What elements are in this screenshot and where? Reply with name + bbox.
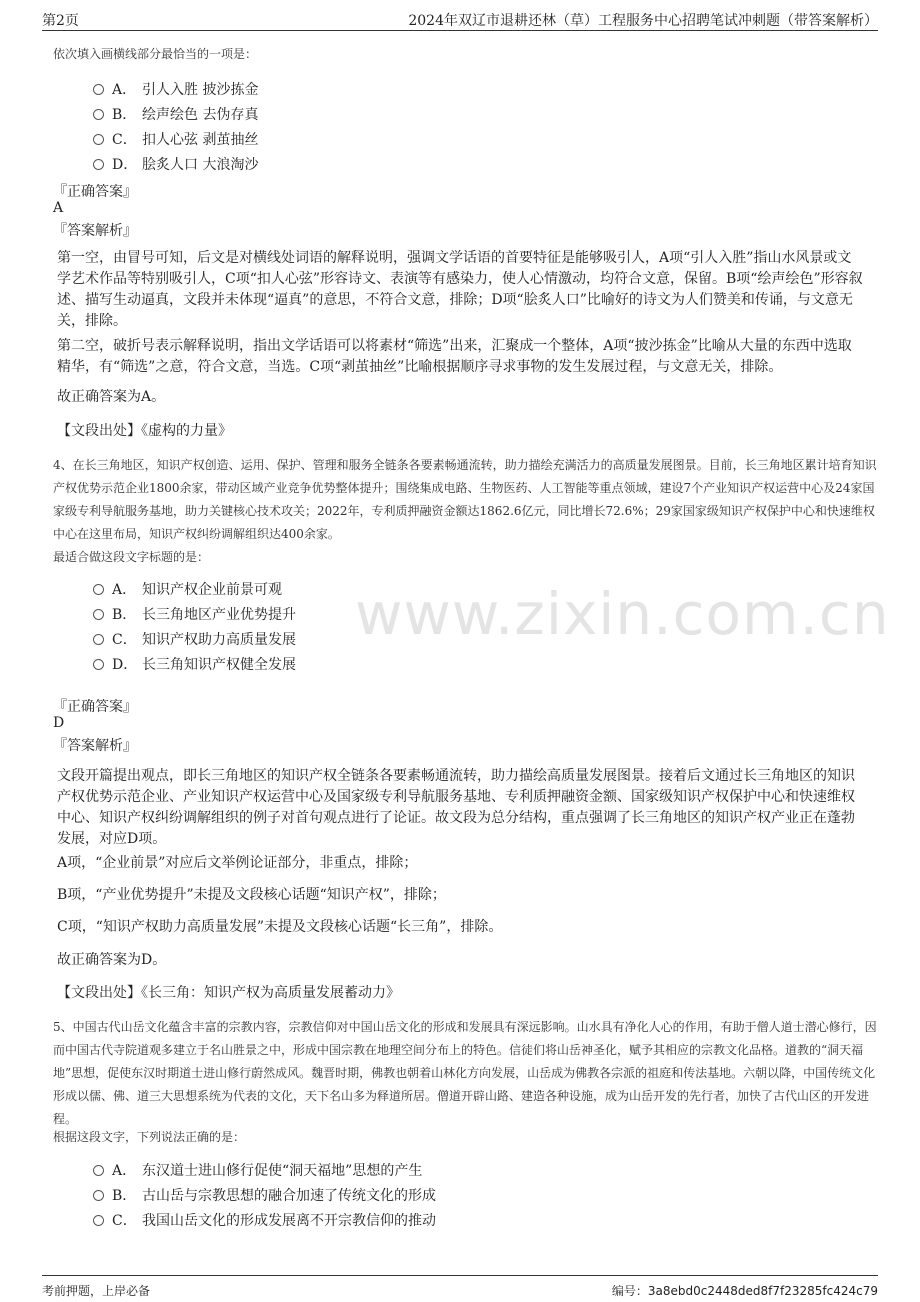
watermark: www.zixin.com.cn: [355, 580, 890, 648]
q5-option-c[interactable]: C． 我国山岳文化的形成发展离不开宗教信仰的推动: [93, 1210, 436, 1232]
q4-analysis-b: B项，“产业优势提升”未提及文段核心话题“知识产权”，排除；: [57, 887, 446, 903]
q3-analysis-label: 『答案解析』: [53, 223, 137, 239]
radio-icon[interactable]: [93, 1165, 104, 1176]
q5-stem: 5、中国古代山岳文化蕴含丰富的宗教内容，宗教信仰对中国山岳文化的形成和发展具有深远影响。山水具有净化人心的作用，有助于僧人道士潜心修行，因而中国古代寺院道观多建立于名山胜景之中，形成中国宗教在地理空间分布上的特色。信徒们将山岳神圣化，赋予其相应的宗教文化品格。道教的“洞天福地”思想，促使东汉时期道士进山修行蔚然成风。魏晋时期，佛教也朝着山林化方向发展，山岳成为佛教各宗派的祖庭和传法基地。六朝以降，中国传统文化形成以儒、佛、道三大思想系统为代表的文化，天下名山多为释道所居。僧道开辟山路、建造各种设施，成为山岳开发的先行者，加快了古代山区的开发进程。: [53, 1020, 877, 1126]
q4-conclusion: 故正确答案为D。: [57, 952, 167, 968]
radio-icon[interactable]: [93, 609, 104, 620]
q4-stem: 4、在长三角地区，知识产权创造、运用、保护、管理和服务全链条各要素畅通流转，助力描绘充满活力的高质量发展图景。目前，长三角地区累计培育知识产权优势示范企业1800余家，带动区域产业竞争优势整体提升；围绕集成电路、生物医药、人工智能等重点领域，建设7个产业知识产权运营中心及24家国家级专利导航服务基地，助力关键核心技术攻关；2022年，专利质押融资金额达1862.6亿元，同比增长72.6%；29家国家级知识产权保护中心和快速维权中心在这里布局，知识产权纠纷调解组织达400余家。: [53, 458, 877, 541]
page-header: [42, 0, 878, 31]
document-id: 编号：3a8ebd0c2448ded8f7f23285fc424c79: [611, 1284, 878, 1298]
radio-icon[interactable]: [93, 159, 104, 170]
q4-prompt: 最适合做这段文字标题的是：: [53, 550, 210, 564]
q5-option-b[interactable]: B． 古山岳与宗教思想的融合加速了传统文化的形成: [93, 1185, 436, 1207]
radio-icon[interactable]: [93, 1190, 104, 1201]
q4-analysis-p1: 文段开篇提出观点，即长三角地区的知识产权全链条各要素畅通流转，助力描绘高质量发展图景。接着后文通过长三角地区的知识产权优势示范企业、产业知识产权运营中心及国家级专利导航服务基地、专利质押融资金额、国家级知识产权保护中心和快速维权中心、知识产权纠纷调解组织的例子对首句观点进行了论证。故文段为总分结构，重点强调了长三角地区的知识产权产业正在蓬勃发展，对应D项。: [57, 768, 855, 847]
radio-icon[interactable]: [93, 134, 104, 145]
page-number: 第2页: [42, 13, 79, 29]
radio-icon[interactable]: [93, 584, 104, 595]
radio-icon[interactable]: [93, 109, 104, 120]
q3-answer-label: 『正确答案』: [53, 184, 137, 200]
radio-icon[interactable]: [93, 1215, 104, 1226]
q5-prompt: 根据这段文字，下列说法正确的是：: [53, 1130, 246, 1144]
q4-option-a[interactable]: A． 知识产权企业前景可观: [93, 579, 282, 601]
q3-analysis-p1: 第一空，由冒号可知，后文是对横线处词语的解释说明，强调文学话语的首要特征是能够吸引人，A项“引人入胜”指山水风景或文学艺术作品等特别吸引人，C项“扣人心弦”形容诗文、表演等有感染力，使人心情激动，均符合文意，保留。B项“绘声绘色”形容叙述、描写生动逼真，文段并未体现“逼真”的意思，不符合文意，排除；D项“脍炙人口”比喻好的诗文为人们赞美和传诵，与文意无关，排除。: [57, 250, 863, 329]
radio-icon[interactable]: [93, 84, 104, 95]
q5-option-a[interactable]: A． 东汉道士进山修行促使“洞天福地”思想的产生: [93, 1160, 422, 1182]
q4-option-c[interactable]: C． 知识产权助力高质量发展: [93, 629, 296, 651]
q3-prompt: 依次填入画横线部分最恰当的一项是：: [53, 47, 258, 61]
q4-option-b[interactable]: B． 长三角地区产业优势提升: [93, 604, 296, 626]
q3-option-d[interactable]: D． 脍炙人口 大浪淘沙: [93, 154, 258, 176]
radio-icon[interactable]: [93, 634, 104, 645]
footer-slogan: 考前押题，上岸必备: [42, 1284, 151, 1298]
q3-conclusion: 故正确答案为A。: [57, 389, 166, 405]
q3-option-c[interactable]: C． 扣人心弦 剥茧抽丝: [93, 129, 258, 151]
q4-answer-label: 『正确答案』: [53, 699, 137, 715]
q3-option-a[interactable]: A． 引人入胜 披沙拣金: [93, 79, 258, 101]
document-title: 2024年双辽市退耕还林（草）工程服务中心招聘笔试冲刺题（带答案解析）: [408, 13, 878, 29]
page-footer: [42, 1275, 878, 1302]
radio-icon[interactable]: [93, 659, 104, 670]
q4-analysis-a: A项，“企业前景”对应后文举例论证部分，非重点，排除；: [57, 855, 418, 871]
q4-analysis-c: C项，“知识产权助力高质量发展”未提及文段核心话题“长三角”，排除。: [57, 919, 503, 935]
q4-source: 【文段出处】《长三角：知识产权为高质量发展蓄动力》: [57, 985, 400, 1001]
q3-source: 【文段出处】《虚构的力量》: [57, 423, 232, 439]
q3-analysis-p2: 第二空，破折号表示解释说明，指出文学话语可以将素材“筛选”出来，汇聚成一个整体，A项“披沙拣金”比喻从大量的东西中选取精华，有“筛选”之意，符合文意，当选。C项“剥茧抽丝”比喻根据顺序寻求事物的发生发展过程，与文意无关，排除。: [57, 338, 852, 375]
q3-answer: A: [53, 200, 64, 216]
q4-analysis-label: 『答案解析』: [53, 738, 137, 754]
q4-option-d[interactable]: D． 长三角知识产权健全发展: [93, 654, 296, 676]
q4-answer: D: [53, 715, 65, 731]
q3-option-b[interactable]: B． 绘声绘色 去伪存真: [93, 104, 258, 126]
